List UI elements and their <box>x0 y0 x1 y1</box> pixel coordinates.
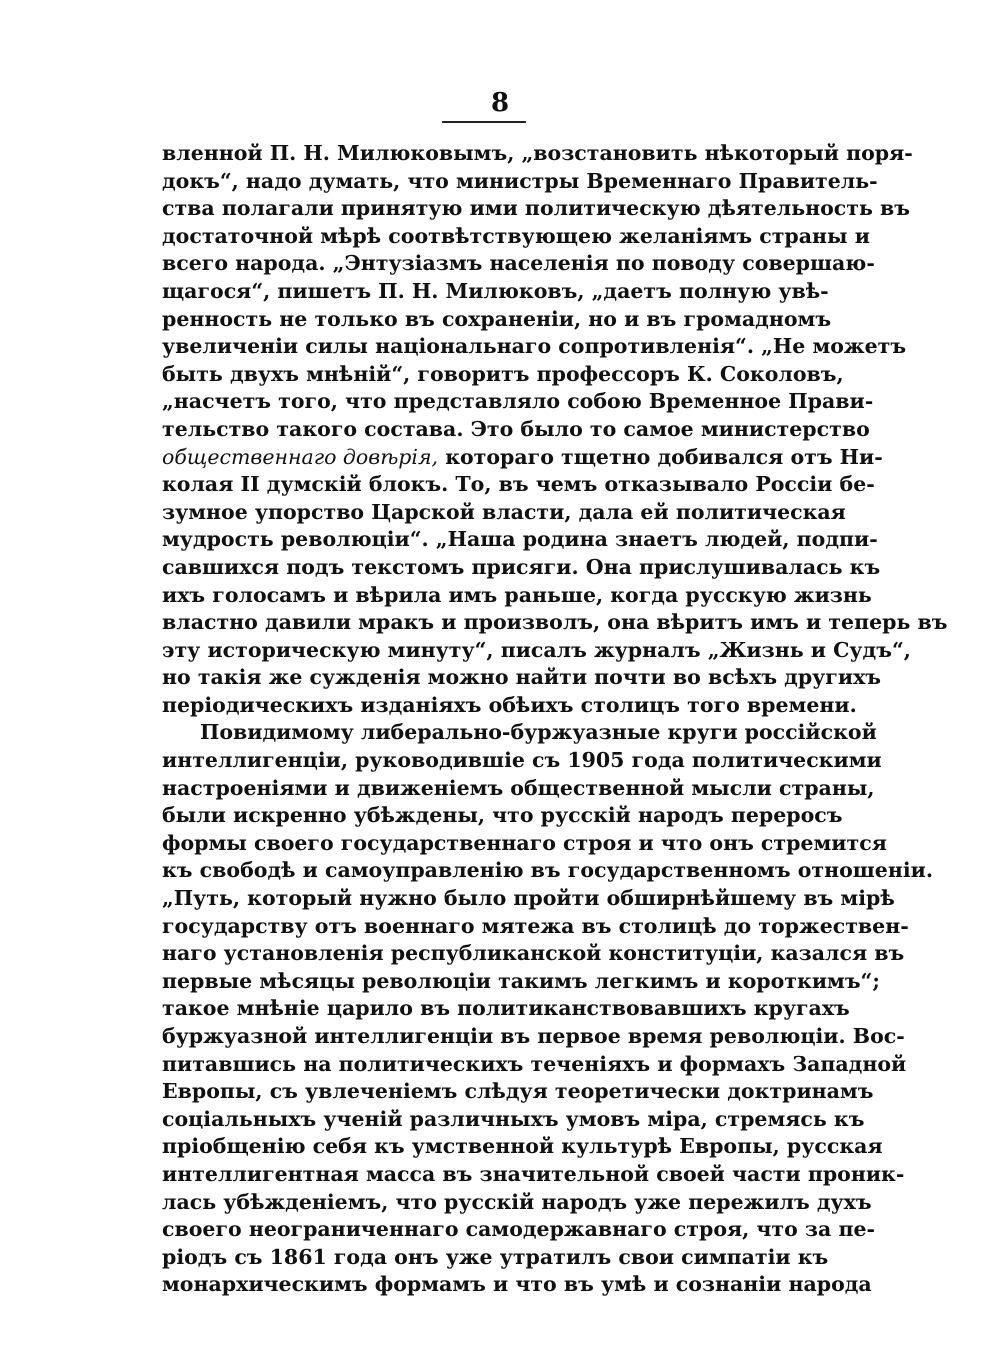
text-line: первые мѣсяцы революціи такимъ легкимъ и короткимъ“; <box>162 968 880 993</box>
text-line: наго установленія республиканской конституціи, казался въ <box>162 941 905 966</box>
page-number-rule <box>442 121 526 123</box>
text-line: докъ“, надо думать, что министры Временнаго Правитель- <box>162 168 878 193</box>
text-line: настроеніями и движеніемъ общественной мысли страны, <box>162 775 875 800</box>
text-line: властно давили мракъ и произволъ, она вѣритъ имъ и теперь въ <box>162 610 948 635</box>
text-line: вленной П. Н. Милюковымъ, „возстановить нѣкоторый поря- <box>162 141 913 165</box>
text-line: эту историческую минуту“, писалъ журналъ „Жизнь и Судъ“, <box>162 637 911 662</box>
text-line: періодическихъ изданіяхъ обѣихъ столицъ того времени. <box>162 692 857 717</box>
text-line: всего народа. „Энтузіазмъ населенія по поводу совершаю- <box>162 251 875 276</box>
text-line: ихъ голосамъ и вѣрила имъ раньше, когда русскую жизнь <box>162 582 872 607</box>
text-line: интеллигентная масса въ значительной своей части проник- <box>162 1161 905 1186</box>
text-line: буржуазной интеллигенціи въ первое время революціи. Вос- <box>162 1024 905 1048</box>
text-line: къ свободѣ и самоуправленію въ государственномъ отношеніи. <box>162 858 933 883</box>
paragraph-2 <box>162 719 933 1298</box>
page-number: 8 <box>490 88 510 118</box>
text-line-rest: котораго тщетно добивался отъ Ни- <box>438 444 883 469</box>
text-line: Европы, съ увлеченіемъ слѣдуя теоретически доктринамъ <box>162 1079 874 1104</box>
text-line: такое мнѣніе царило въ политиканствовавшихъ кругахъ <box>162 996 850 1021</box>
text-line-with-italic <box>162 444 883 472</box>
italic-phrase: общественнаго довѣрія, <box>162 444 439 469</box>
text-line: ріодъ съ 1861 года онъ уже утратилъ свои симпатіи къ <box>162 1244 829 1269</box>
text-line: быть двухъ мнѣній“, говоритъ профессоръ К. Соколовъ, <box>162 361 844 386</box>
text-line: мудрость революціи“. „Наша родина знаетъ людей, подпи- <box>162 527 878 552</box>
text-line: ства полагали принятую ими политическую дѣятельность въ <box>162 196 911 221</box>
text-line: „насчетъ того, что представляло собою Временное Прави- <box>162 389 874 414</box>
text-line: зумное упорство Царской власти, дала ей политическая <box>162 499 846 524</box>
text-line: соціальныхъ ученій различныхъ умовъ міра, стремясь къ <box>162 1106 865 1131</box>
text-line: савшихся подъ текстомъ присяги. Она прислушивалась къ <box>162 554 881 579</box>
text-line: пріобщенію себя къ умственной культурѣ Европы, русская <box>162 1134 883 1159</box>
text-line: лась убѣжденіемъ, что русскій народъ уже пережилъ духъ <box>162 1189 872 1214</box>
text-line: „Путь, который нужно было пройти обширнѣйшему въ мірѣ <box>162 886 895 911</box>
text-line: увеличеніи силы національнаго сопротивленія“. „Не можетъ <box>162 334 907 359</box>
text-line: интеллигенціи, руководившіе съ 1905 года политическими <box>162 748 882 773</box>
text-line: питавшись на политическихъ теченіяхъ и формахъ Западной <box>162 1051 907 1076</box>
text-line: но такія же сужденія можно найти почти во всѣхъ другихъ <box>162 665 882 690</box>
text-line: формы своего государственнаго строя и что онъ стремится <box>162 830 887 855</box>
text-line: колая II думскій блокъ. То, въ чемъ отказывало Россіи бе- <box>162 472 875 497</box>
text-line: тельство такого состава. Это было то самое министерство <box>162 416 870 441</box>
text-line: ренность не только въ сохраненіи, но и въ громадномъ <box>162 306 832 331</box>
text-line: были искренно убѣждены, что русскій народъ переросъ <box>162 803 843 828</box>
text-line: щагося“, пишетъ П. Н. Милюковъ, „даетъ полную увѣ- <box>162 278 829 303</box>
text-line: своего неограниченнаго самодержавнаго строя, что за пе- <box>162 1217 875 1242</box>
text-line: монархическимъ формамъ и что въ умѣ и сознаніи народа <box>162 1272 872 1297</box>
text-line: достаточной мѣрѣ соотвѣтствующею желаніямъ страны и <box>162 223 870 248</box>
text-line: Повидимому либерально-буржуазные круги россійской <box>200 720 877 745</box>
body-text <box>162 140 948 1299</box>
paragraph-1 <box>162 140 948 719</box>
text-line: государству отъ военнаго мятежа въ столицѣ до торжествен- <box>162 913 909 938</box>
